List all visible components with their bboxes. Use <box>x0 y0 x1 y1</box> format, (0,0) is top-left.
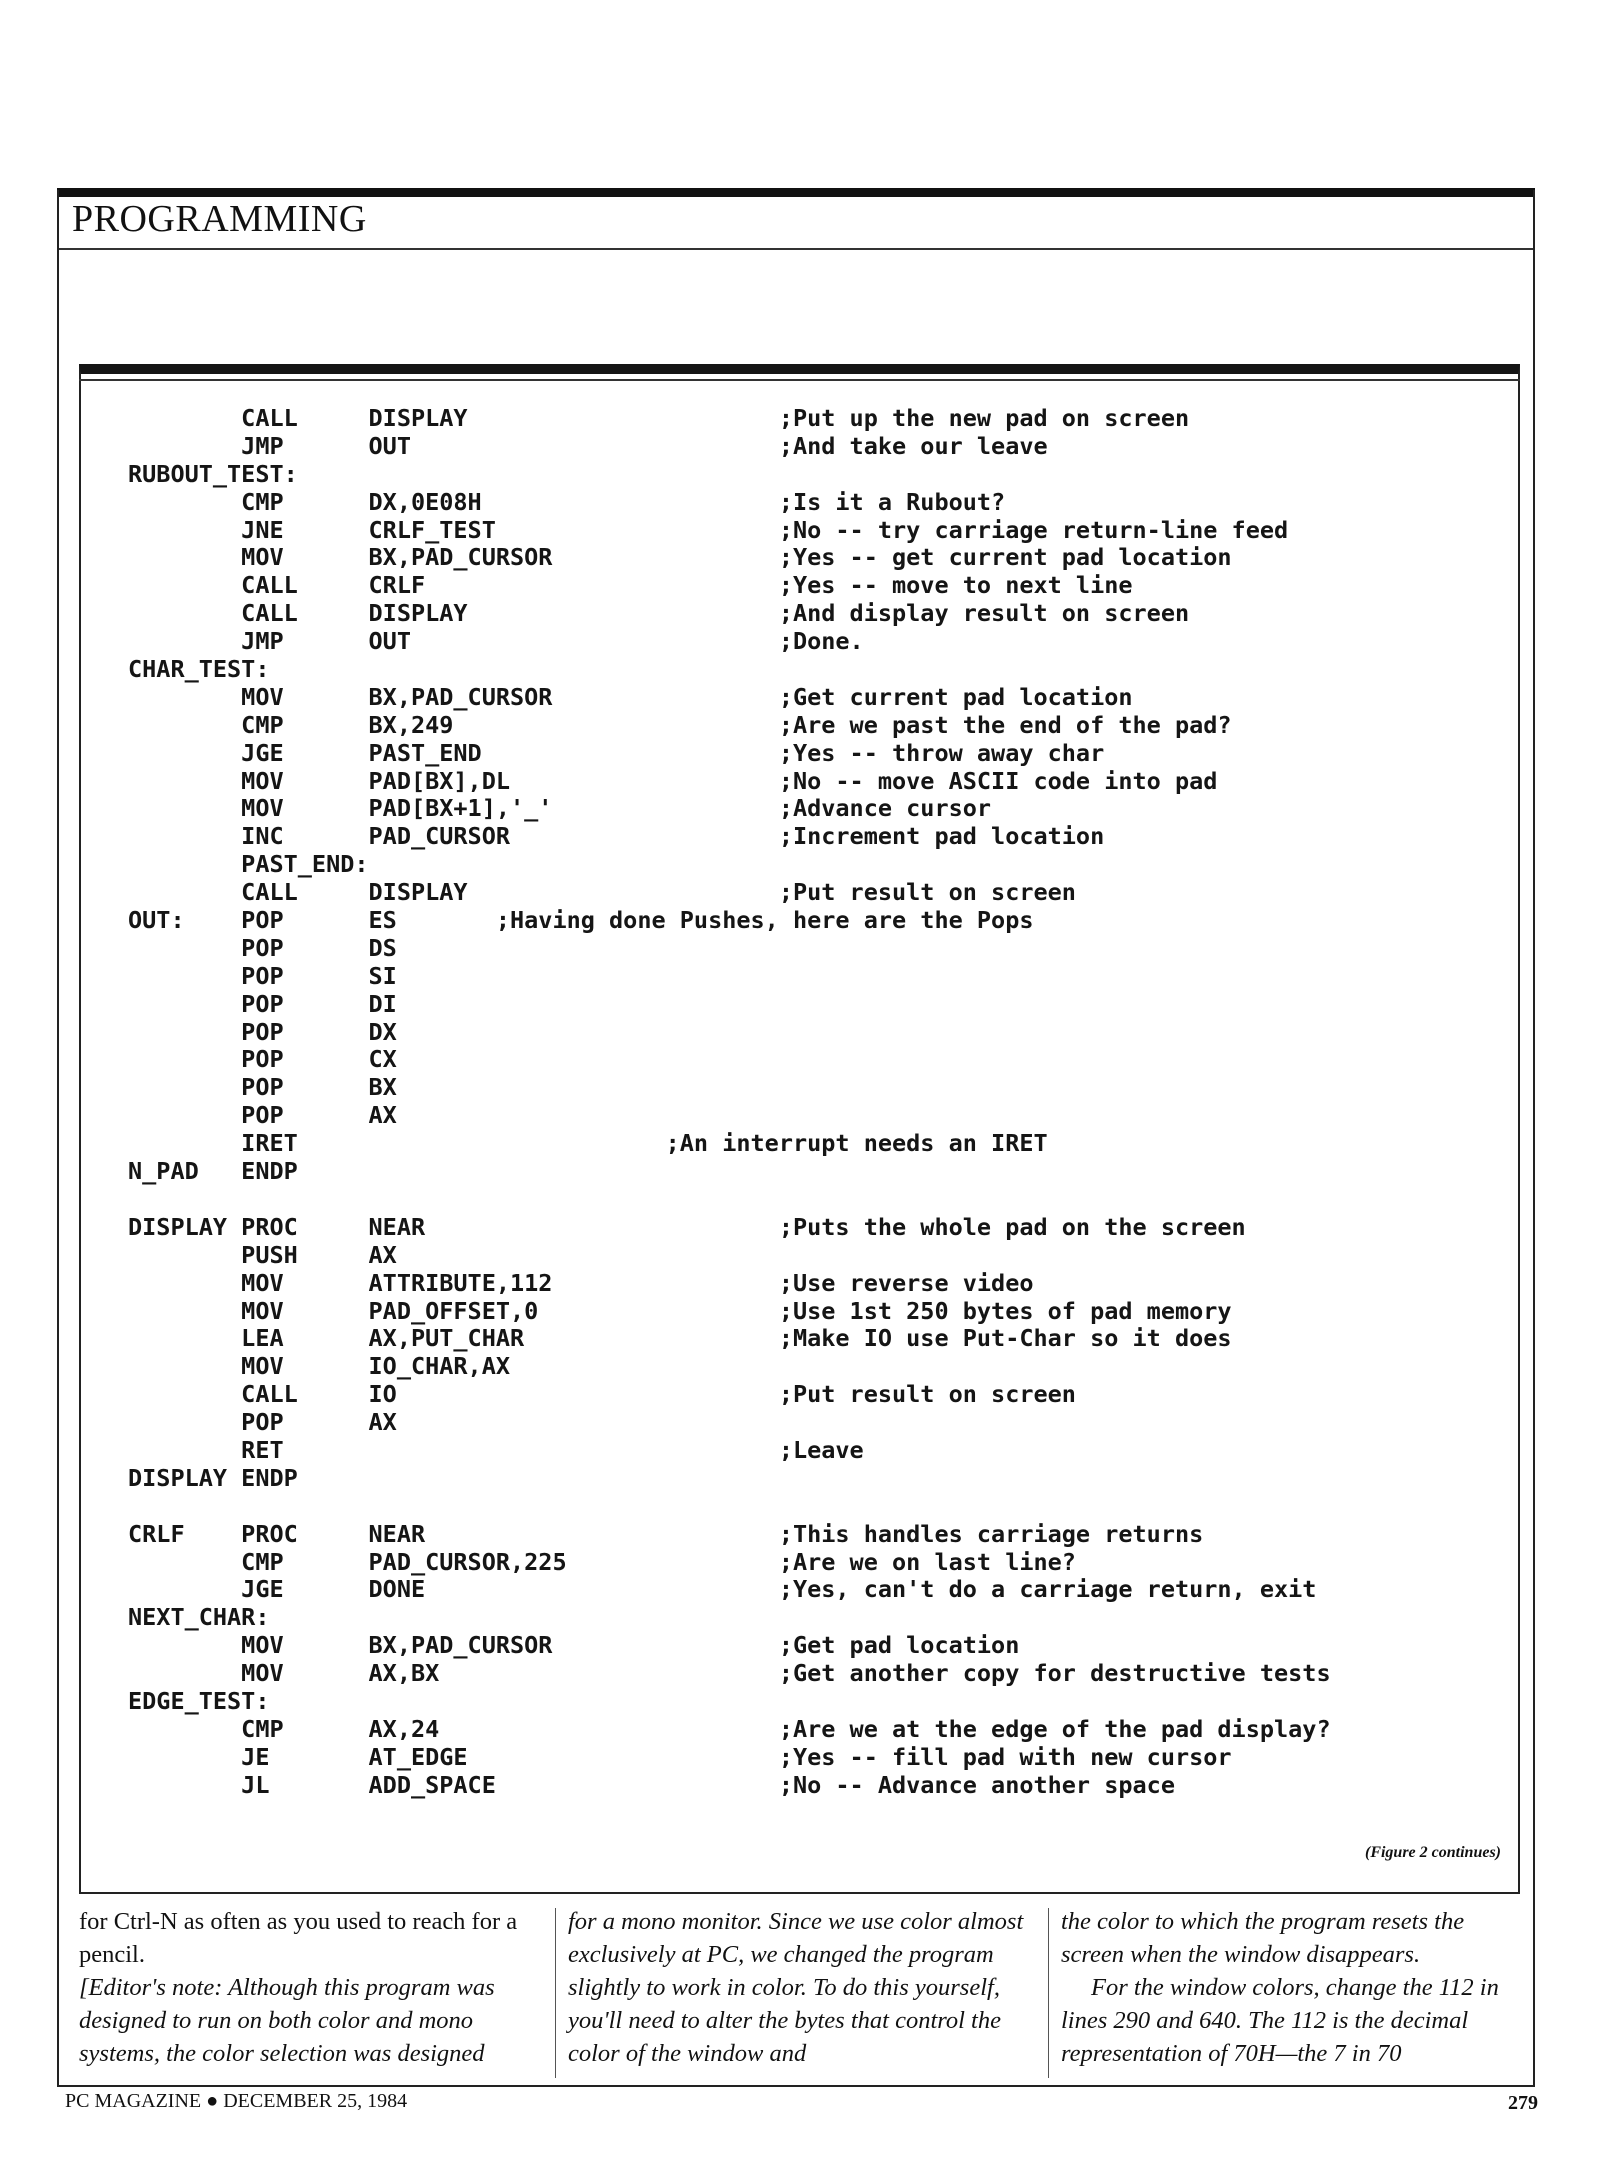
code-line: MOV PAD_OFFSET,0 ;Use 1st 250 bytes of pad memory <box>128 1296 1232 1325</box>
code-line: CMP DX,0E08H ;Is it a Rubout? <box>128 487 1006 516</box>
code-line: RUBOUT_TEST: <box>128 459 298 488</box>
figure-inner-rule <box>79 379 1520 381</box>
code-line: POP SI <box>128 961 397 990</box>
code-line: PUSH AX <box>128 1240 397 1269</box>
code-line: JMP OUT ;And take our leave <box>128 431 1048 460</box>
code-line: DISPLAY PROC NEAR ;Puts the whole pad on the screen <box>128 1212 1246 1241</box>
code-line: MOV BX,PAD_CURSOR ;Get pad location <box>128 1631 1020 1660</box>
code-line: CMP BX,249 ;Are we past the end of the pad? <box>128 710 1232 739</box>
header-rule <box>59 248 1533 250</box>
code-line: LEA AX,PUT_CHAR ;Make IO use Put-Char so it does <box>128 1324 1232 1353</box>
column-divider <box>555 1908 556 2078</box>
code-line: MOV BX,PAD_CURSOR ;Get current pad location <box>128 682 1133 711</box>
code-line: CRLF PROC NEAR ;This handles carriage returns <box>128 1519 1204 1548</box>
code-listing <box>128 405 1331 1800</box>
code-line: IRET ;An interrupt needs an IRET <box>128 1129 1048 1158</box>
code-line: JL ADD_SPACE ;No -- Advance another space <box>128 1770 1175 1799</box>
figure-caption: (Figure 2 continues) <box>1364 1844 1501 1861</box>
code-line: POP DX <box>128 1017 397 1046</box>
code-line: CALL IO ;Put result on screen <box>128 1380 1076 1409</box>
code-line: MOV AX,BX ;Get another copy for destructive tests <box>128 1659 1331 1688</box>
col3-paragraph-2: For the window colors, change the 112 in lines 290 and 640. The 112 is the decimal representation of 70H—the 7 in 70 <box>1061 1974 1499 2067</box>
code-line: MOV PAD[BX],DL ;No -- move ASCII code into pad <box>128 766 1218 795</box>
code-line: POP BX <box>128 1073 397 1102</box>
text-column-3 <box>1061 1905 1521 2070</box>
col1-paragraph: for Ctrl-N as often as you used to reach for a pencil. <box>79 1908 518 1968</box>
code-line: CMP PAD_CURSOR,225 ;Are we on last line? <box>128 1547 1076 1576</box>
code-line: PAST_END: <box>128 850 369 879</box>
code-line: NEXT_CHAR: <box>128 1603 270 1632</box>
code-line: MOV PAD[BX+1],'_' ;Advance cursor <box>128 794 992 823</box>
code-line: POP DI <box>128 989 397 1018</box>
code-line: DISPLAY ENDP <box>128 1463 298 1492</box>
code-line: EDGE_TEST: <box>128 1686 270 1715</box>
code-line: MOV ATTRIBUTE,112 ;Use reverse video <box>128 1268 1034 1297</box>
page-number: 279 <box>1508 2092 1538 2114</box>
code-line <box>128 1493 1331 1521</box>
code-line: CHAR_TEST: <box>128 655 270 684</box>
col3-paragraph-1: the color to which the program resets the screen when the window disappears. <box>1061 1908 1465 1968</box>
code-line: CMP AX,24 ;Are we at the edge of the pad display? <box>128 1714 1331 1743</box>
code-line: OUT: POP ES ;Having done Pushes, here are the Pops <box>128 906 1034 935</box>
section-title: PROGRAMMING <box>72 198 367 240</box>
code-line: POP DS <box>128 933 397 962</box>
code-line: MOV BX,PAD_CURSOR ;Yes -- get current pad location <box>128 543 1232 572</box>
code-line: JGE PAST_END ;Yes -- throw away char <box>128 738 1105 767</box>
code-line: JMP OUT ;Done. <box>128 627 864 656</box>
code-line: MOV IO_CHAR,AX <box>128 1352 511 1381</box>
text-column-1 <box>79 1905 541 2070</box>
code-line: CALL DISPLAY ;Put up the new pad on screen <box>128 404 1190 432</box>
code-line: JE AT_EDGE ;Yes -- fill pad with new cursor <box>128 1742 1232 1771</box>
editor-note: [Editor's note: Although this program was designed to run on both color and mono systems, the color selection was designed <box>79 1974 495 2067</box>
column-divider <box>1048 1908 1049 2078</box>
text-column-2 <box>568 1905 1038 2070</box>
code-line: RET ;Leave <box>128 1435 864 1464</box>
code-line: POP AX <box>128 1101 397 1130</box>
code-line: CALL DISPLAY ;And display result on screen <box>128 599 1190 628</box>
code-line: N_PAD ENDP <box>128 1157 298 1186</box>
code-line <box>128 1186 1331 1214</box>
code-line: CALL CRLF ;Yes -- move to next line <box>128 571 1133 600</box>
col2-paragraph: for a mono monitor. Since we use color almost exclusively at PC, we changed the program slightly to work in color. To do this yourself, you'll need to alter the bytes that control the color of the window and <box>568 1908 1024 2067</box>
code-line: CALL DISPLAY ;Put result on screen <box>128 878 1076 907</box>
code-line: INC PAD_CURSOR ;Increment pad location <box>128 822 1105 851</box>
code-line: JGE DONE ;Yes, can't do a carriage return, exit <box>128 1575 1317 1604</box>
footer-publication: PC MAGAZINE ● DECEMBER 25, 1984 <box>65 2090 408 2112</box>
code-line: POP AX <box>128 1408 397 1437</box>
code-line: JNE CRLF_TEST ;No -- try carriage return-line feed <box>128 515 1289 544</box>
code-line: POP CX <box>128 1045 397 1074</box>
footer-rule <box>57 2085 1535 2087</box>
